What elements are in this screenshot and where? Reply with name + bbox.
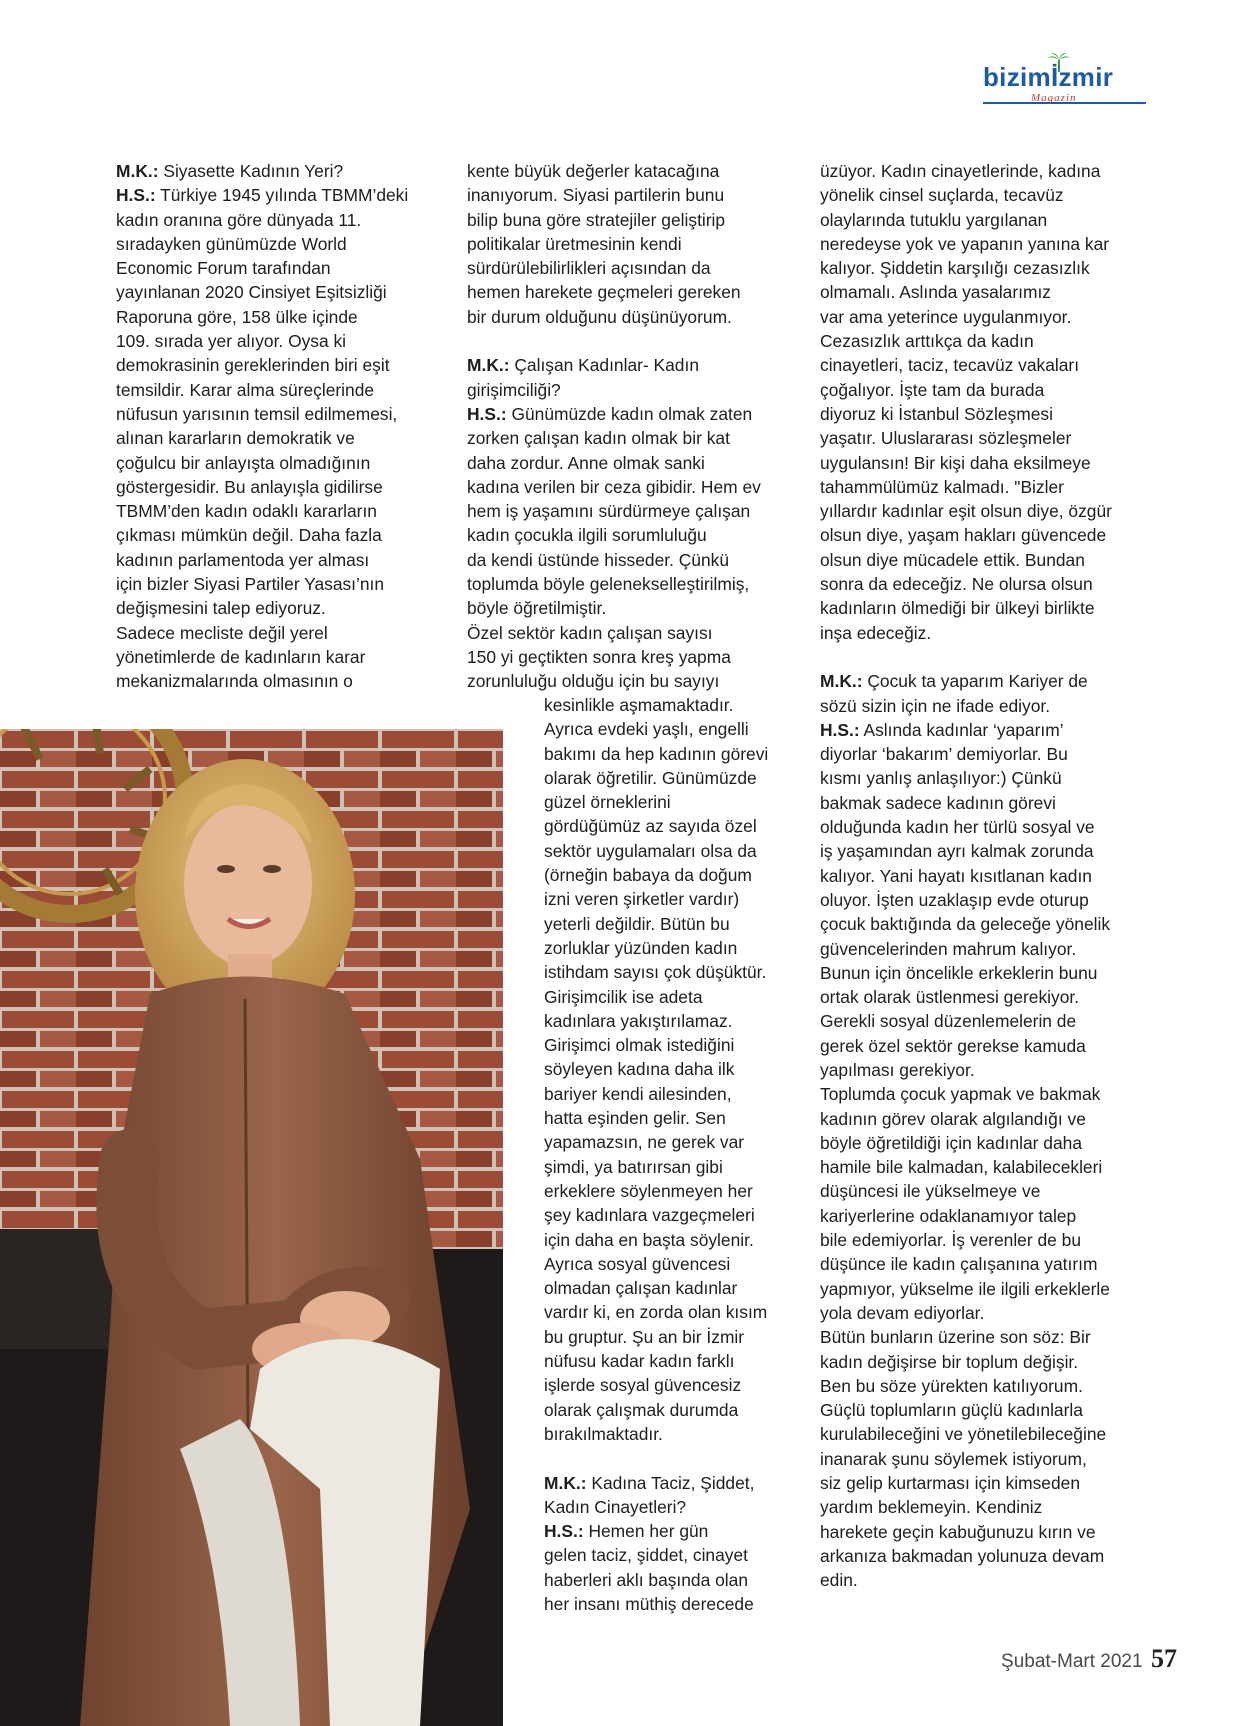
line-text: güvencelerinden mahrum kalıyor. <box>820 938 1077 959</box>
line-text: inanıyorum. Siyasi partilerin bunu <box>467 185 725 206</box>
text-line <box>544 1155 768 1179</box>
text-line <box>544 1179 768 1203</box>
text-line <box>544 1543 768 1567</box>
line-text: Girişimci olmak istediğini <box>544 1035 735 1056</box>
line-text: bir durum olduğunu düşünüyorum. <box>467 306 732 327</box>
line-text: yayınlanan 2020 Cinsiyet Eşitsizliği <box>116 282 387 303</box>
text-line <box>116 208 408 232</box>
text-line <box>820 888 1112 912</box>
line-text: değişmesini talep ediyoruz. <box>116 598 326 619</box>
text-line <box>116 232 408 256</box>
line-text: olarak öğretilir. Günümüzde <box>544 767 757 788</box>
text-line <box>544 912 768 936</box>
line-text: göstergesidir. Bu anlayışla gidilirse <box>116 476 383 497</box>
text-line <box>544 1082 768 1106</box>
text-line <box>544 1033 768 1057</box>
line-text: sözü sizin için ne ifade ediyor. <box>820 695 1051 716</box>
text-line <box>820 1374 1112 1398</box>
line-text: hatta eşinden gelir. Sen <box>544 1108 726 1129</box>
text-line <box>820 1058 1112 1082</box>
line-text: yardım beklemeyin. Kendiniz <box>820 1497 1043 1518</box>
line-text: zorken çalışan kadın olmak bir kat <box>467 428 730 449</box>
line-text: Ayrıca sosyal güvencesi <box>544 1253 731 1274</box>
line-text: çoğalıyor. İşte tam da burada <box>820 379 1045 400</box>
line-text: Çocuk ta yaparım Kariyer de <box>862 671 1088 692</box>
line-text: var ama yeterince uygulanmıyor. <box>820 306 1072 327</box>
speaker-label: M.K.: <box>116 161 159 181</box>
line-text: kadınların ölmediği bir ülkeyi birlikte <box>820 598 1095 619</box>
line-text: iş yaşamından ayrı kalmak zorunda <box>820 841 1094 862</box>
text-line <box>116 451 408 475</box>
line-text: toplumda böyle gelenekselleştirilmiş, <box>467 574 750 595</box>
line-text: inşa edeceğiz. <box>820 622 932 643</box>
text-line <box>820 1447 1112 1471</box>
text-line <box>467 183 761 207</box>
text-line <box>820 475 1112 499</box>
text-line <box>467 572 761 596</box>
text-line <box>116 305 408 329</box>
line-text: olaylarında tutuklu yargılanan <box>820 209 1048 230</box>
text-line <box>544 717 768 741</box>
text-line <box>820 1155 1112 1179</box>
text-line <box>116 621 408 645</box>
text-line <box>544 985 768 1009</box>
text-column-2 <box>467 159 761 694</box>
text-line <box>544 1009 768 1033</box>
text-line <box>544 887 768 911</box>
text-line <box>544 936 768 960</box>
line-text: olmamalı. Aslında yasalarımız <box>820 282 1051 303</box>
line-text: sıradayken günümüzde World <box>116 233 347 254</box>
line-text: yapılması gerekiyor. <box>820 1059 975 1080</box>
text-line <box>467 451 761 475</box>
line-text: cinayetleri, taciz, tecavüz vakaları <box>820 355 1080 376</box>
text-line <box>820 1009 1112 1033</box>
text-line <box>467 378 761 402</box>
text-line <box>116 353 408 377</box>
text-line <box>820 353 1112 377</box>
text-line <box>116 523 408 547</box>
line-text: kurulabileceğini ve yönetilebileceğine <box>820 1424 1107 1445</box>
portrait-illustration <box>0 729 503 1726</box>
line-text: kısmı yanlış anlaşılıyor:) Çünkü <box>820 768 1062 789</box>
text-line <box>820 621 1112 645</box>
text-line <box>544 1276 768 1300</box>
magazine-logo <box>983 56 1148 110</box>
line-text: yapmıyor, yükselme ile ilgili erkeklerle <box>820 1278 1110 1299</box>
text-line <box>116 280 408 304</box>
text-line <box>820 232 1112 256</box>
line-text: kadın değişirse bir toplum değişir. <box>820 1351 1079 1372</box>
line-text: sonra da edeceğiz. Ne olursa olsun <box>820 574 1093 595</box>
text-line <box>820 499 1112 523</box>
line-text: yönelik cinsel suçlarda, tecavüz <box>820 185 1064 206</box>
line-text: yeterli değildir. Bütün bu <box>544 913 730 934</box>
line-text: uygulansın! Bir kişi daha eksilmeye <box>820 452 1091 473</box>
text-line <box>544 742 768 766</box>
line-text: sektör uygulamaları olsa da <box>544 840 757 861</box>
speaker-label: H.S.: <box>116 185 156 206</box>
line-text: kesinlikle aşmamaktadır. <box>544 695 734 715</box>
line-text: kadına verilen bir ceza gibidir. Hem ev <box>467 476 761 497</box>
text-line <box>467 596 761 620</box>
line-text: kadının parlamentoda yer alması <box>116 549 370 570</box>
text-line <box>820 985 1112 1009</box>
line-text: kalıyor. Yani hayatı kısıtlanan kadın <box>820 865 1092 886</box>
line-text: olduğunda kadın her türlü sosyal ve <box>820 817 1095 838</box>
line-text: kalıyor. Şiddetin karşılığı cezasızlık <box>820 258 1090 279</box>
text-line <box>467 475 761 499</box>
text-line <box>544 960 768 984</box>
line-text: olarak çalışmak durumda <box>544 1399 739 1420</box>
text-line <box>544 1130 768 1154</box>
line-text: daha zordur. Anne olmak sanki <box>467 452 705 473</box>
text-line <box>467 232 761 256</box>
text-line <box>544 1422 768 1446</box>
line-text: siz gelip kurtarması için kimseden <box>820 1473 1080 1494</box>
text-line <box>544 1519 768 1543</box>
text-line <box>820 1228 1112 1252</box>
speaker-label: M.K.: <box>467 355 510 376</box>
text-line <box>544 1203 768 1227</box>
text-line <box>820 1277 1112 1301</box>
text-line <box>544 1349 768 1373</box>
text-line <box>820 718 1112 742</box>
line-text: böyle öğretilmiştir. <box>467 598 607 619</box>
line-text: düşünce ile kadın çalışanına yatırım <box>820 1254 1098 1275</box>
line-text: yönetimlerde de kadınların karar <box>116 646 366 667</box>
line-text: nüfusun yarısının temsil edilmemesi, <box>116 403 398 424</box>
text-line <box>820 426 1112 450</box>
text-line <box>116 402 408 426</box>
line-text: alınan kararların demokratik ve <box>116 428 355 449</box>
speaker-label: M.K.: <box>544 1472 587 1493</box>
page-footer <box>1001 1644 1177 1674</box>
text-line <box>820 742 1112 766</box>
line-text: harekete geçin kabuğunuzu kırın ve <box>820 1521 1096 1542</box>
line-text: Gerekli sosyal düzenlemelerin de <box>820 1011 1077 1032</box>
line-text: Kadın Cinayetleri? <box>544 1496 687 1517</box>
line-text: mekanizmalarında olmasının o <box>116 671 353 692</box>
text-line <box>467 548 761 572</box>
line-text: hem iş yaşamını sürdürmeye çalışan <box>467 501 751 522</box>
line-text: temsildir. Karar alma süreçlerinde <box>116 379 375 400</box>
line-text: hamile bile kalmadan, kalabilecekleri <box>820 1157 1103 1178</box>
line-text: ortak olarak üstlenmesi gerekiyor. <box>820 987 1080 1008</box>
line-text: çoğulcu bir anlayışta olmadığının <box>116 452 371 473</box>
line-text: Türkiye 1945 yılında TBMM’deki <box>155 185 409 206</box>
speaker-label: H.S.: <box>544 1521 584 1542</box>
line-text: şey kadınlara vazgeçmeleri <box>544 1205 755 1226</box>
line-text: nüfusu kadar kadın farklı <box>544 1351 735 1372</box>
line-text: haberleri aklı başında olan <box>544 1569 748 1590</box>
text-line <box>544 1495 768 1519</box>
text-line <box>820 1398 1112 1422</box>
line-text: bu gruptur. Şu an bir İzmir <box>544 1326 745 1347</box>
text-line <box>467 499 761 523</box>
line-text: bırakılmaktadır. <box>544 1423 663 1444</box>
text-line <box>820 208 1112 232</box>
line-text: vardır ki, en zorda olan kısım <box>544 1302 768 1323</box>
line-text: izni veren şirketler vardır) <box>544 889 740 910</box>
line-text: bile edemiyorlar. İş verenler de bu <box>820 1230 1081 1251</box>
text-line <box>820 256 1112 280</box>
line-text: için bizler Siyasi Partiler Yasası’nın <box>116 574 385 595</box>
line-text: yapamazsın, ne gerek var <box>544 1132 745 1153</box>
text-line <box>116 572 408 596</box>
line-text: bakmak sadece kadının görevi <box>820 792 1056 813</box>
line-text: gördüğümüz az sayıda özel <box>544 816 757 837</box>
text-line <box>544 790 768 814</box>
line-text: bakımı da hep kadının görevi <box>544 743 769 764</box>
text-line <box>544 1300 768 1324</box>
text-line <box>467 402 761 426</box>
text-line <box>820 1325 1112 1349</box>
line-text: bilip buna göre stratejiler geliştirip <box>467 209 726 230</box>
text-line <box>820 183 1112 207</box>
text-line <box>467 256 761 280</box>
line-text: yıllardır kadınlar eşit olsun diye, özgür <box>820 501 1112 522</box>
text-line <box>820 1107 1112 1131</box>
line-text: Girişimcilik ise adeta <box>544 986 703 1007</box>
line-text: zorluklar yüzünden kadın <box>544 937 738 958</box>
speaker-label: M.K.: <box>820 671 863 692</box>
line-text: Siyasette Kadının Yeri? <box>158 161 344 181</box>
line-text: hemen harekete geçmeleri gereken <box>467 282 741 303</box>
line-text: böyle öğretildiği için kadınlar daha <box>820 1132 1082 1153</box>
text-line <box>116 329 408 353</box>
text-line <box>820 1301 1112 1325</box>
line-text: olsun diye, yaşam hakları güvencede <box>820 525 1107 546</box>
text-line <box>820 159 1112 183</box>
text-line <box>467 208 761 232</box>
text-line <box>820 1179 1112 1203</box>
text-line <box>467 523 761 547</box>
line-text: her insanı müthiş derecede <box>544 1593 754 1614</box>
line-text: Çalışan Kadınlar- Kadın <box>509 355 699 376</box>
text-line <box>467 645 761 669</box>
text-line <box>820 961 1112 985</box>
line-text: istihdam sayısı çok düşüktür. <box>544 962 767 983</box>
line-text: şimdi, ya batırırsan gibi <box>544 1156 723 1177</box>
text-line <box>820 378 1112 402</box>
speaker-label: H.S.: <box>467 403 507 424</box>
line-text: çıkması mümkün değil. Daha fazla <box>116 525 382 546</box>
text-line <box>544 1592 768 1616</box>
line-text: TBMM’den kadın odaklı kararların <box>116 501 377 522</box>
page-number: 57 <box>1151 1644 1177 1673</box>
text-line <box>544 1228 768 1252</box>
text-line <box>820 937 1112 961</box>
line-text: edin. <box>820 1570 858 1591</box>
line-text: Kadına Taciz, Şiddet, <box>586 1472 755 1493</box>
text-line <box>544 1057 768 1081</box>
text-line <box>467 426 761 450</box>
line-text: kadın oranına göre dünyada 11. <box>116 209 362 230</box>
text-line <box>544 814 768 838</box>
text-line <box>544 863 768 887</box>
line-text: oluyor. İşten uzaklaşıp evde oturup <box>820 889 1089 910</box>
line-text: kadının görev olarak algılandığı ve <box>820 1108 1086 1129</box>
text-line <box>116 256 408 280</box>
text-line <box>116 183 408 207</box>
line-text: zorunluluğu olduğu için bu sayıyı <box>467 671 720 692</box>
line-text: Toplumda çocuk yapmak ve bakmak <box>820 1084 1101 1105</box>
line-text: demokrasinin gereklerinden biri eşit <box>116 355 390 376</box>
text-line <box>544 1471 768 1495</box>
text-line <box>544 1325 768 1349</box>
line-text: Günümüzde kadın olmak zaten <box>506 403 753 424</box>
line-text: söyleyen kadına daha ilk <box>544 1059 735 1080</box>
text-line <box>820 402 1112 426</box>
text-line <box>820 1471 1112 1495</box>
text-line <box>544 1252 768 1276</box>
text-line <box>467 669 761 693</box>
text-line <box>820 1252 1112 1276</box>
text-line <box>820 523 1112 547</box>
line-text: inanarak şunu söylemek istiyorum, <box>820 1448 1087 1469</box>
line-text: düşüncesi ile yükselmeye ve <box>820 1181 1041 1202</box>
line-text: üzüyor. Kadın cinayetlerinde, kadına <box>820 161 1101 181</box>
line-text: Bunun için öncelikle erkeklerin bunu <box>820 962 1098 983</box>
text-line <box>820 548 1112 572</box>
text-line <box>544 1568 768 1592</box>
text-line <box>116 499 408 523</box>
text-line <box>820 1520 1112 1544</box>
line-text: Bütün bunların üzerine son söz: Bir <box>820 1327 1091 1348</box>
text-line <box>820 669 1112 693</box>
text-line <box>820 1422 1112 1446</box>
text-line <box>116 426 408 450</box>
text-column-2-continued <box>544 693 768 1616</box>
line-text: Economic Forum tarafından <box>116 258 331 279</box>
paragraph-gap <box>544 1446 768 1470</box>
text-line <box>820 791 1112 815</box>
line-text: sürdürülebilirlikleri açısından da <box>467 258 711 279</box>
text-line <box>467 621 761 645</box>
line-text: Sadece mecliste değil yerel <box>116 622 328 643</box>
line-text: gerek özel sektör gerekse kamuda <box>820 1035 1086 1056</box>
line-text: kadınlara yakıştırılamaz. <box>544 1010 733 1031</box>
text-line <box>820 572 1112 596</box>
text-line <box>820 815 1112 839</box>
line-text: arkanıza bakmadan yolunuza devam <box>820 1545 1105 1566</box>
logo-wordmark: bizimİzmir <box>983 62 1114 92</box>
line-text: 150 yi geçtikten sonra kreş yapma <box>467 646 731 667</box>
text-line <box>544 839 768 863</box>
issue-date: Şubat-Mart 2021 <box>1001 1651 1143 1672</box>
text-line <box>820 305 1112 329</box>
text-line <box>820 1350 1112 1374</box>
text-line <box>467 280 761 304</box>
line-text: işlerde sosyal güvencesiz <box>544 1375 742 1396</box>
text-line <box>820 1568 1112 1592</box>
text-line <box>467 353 761 377</box>
text-line <box>544 1106 768 1130</box>
line-text: Raporuna göre, 158 ülke içinde <box>116 306 358 327</box>
text-line <box>544 1398 768 1422</box>
text-line <box>820 1131 1112 1155</box>
text-line <box>544 1373 768 1397</box>
line-text: Cezasızlık arttıkça da kadın <box>820 331 1034 352</box>
line-text: neredeyse yok ve yapanın yanına kar <box>820 233 1110 254</box>
line-text: (örneğin babaya da doğum <box>544 865 752 886</box>
line-text: için daha en başta söylenir. <box>544 1229 754 1250</box>
text-line <box>116 378 408 402</box>
line-text: olsun diye mücadele ettik. Bundan <box>820 549 1085 570</box>
line-text: kadın çocukla ilgili sorumluluğu <box>467 525 707 546</box>
line-text: gelen taciz, şiddet, cinayet <box>544 1545 748 1566</box>
text-line <box>544 693 768 717</box>
line-text: yola devam ediyorlar. <box>820 1302 985 1323</box>
line-text: tahammülümüz kalmadı. "Bizler <box>820 476 1064 497</box>
paragraph-gap <box>820 645 1112 669</box>
text-column-1 <box>116 159 408 694</box>
line-text: kente büyük değerler katacağına <box>467 161 720 181</box>
text-line <box>820 1495 1112 1519</box>
line-text: kariyerlerine odaklanamıyor talep <box>820 1205 1077 1226</box>
text-line <box>820 451 1112 475</box>
text-line <box>820 1082 1112 1106</box>
text-line <box>820 912 1112 936</box>
line-text: bariyer kendi ailesinden, <box>544 1083 732 1104</box>
text-line <box>467 305 761 329</box>
line-text: Özel sektör kadın çalışan sayısı <box>467 622 713 643</box>
line-text: çocuk baktığında da geleceğe yönelik <box>820 914 1111 935</box>
line-text: güzel örneklerini <box>544 792 671 813</box>
text-line <box>820 864 1112 888</box>
text-line <box>116 548 408 572</box>
speaker-label: H.S.: <box>820 719 860 740</box>
line-text: yaşatır. Uluslararası sözleşmeler <box>820 428 1072 449</box>
text-line <box>820 596 1112 620</box>
line-text: da kendi üstünde hisseder. Çünkü <box>467 549 730 570</box>
text-column-3 <box>820 159 1112 1593</box>
line-text: erkeklere söylenmeyen her <box>544 1180 753 1201</box>
text-line <box>116 159 408 183</box>
text-line <box>116 645 408 669</box>
text-line <box>820 839 1112 863</box>
text-line <box>820 1034 1112 1058</box>
logo-subtitle: Magazin <box>1031 92 1077 104</box>
text-line <box>544 766 768 790</box>
line-text: Ayrıca evdeki yaşlı, engelli <box>544 719 749 740</box>
text-line <box>116 596 408 620</box>
line-text: diyoruz ki İstanbul Sözleşmesi <box>820 403 1053 424</box>
line-text: Güçlü toplumların güçlü kadınlarla <box>820 1400 1083 1421</box>
line-text: 109. sırada yer alıyor. Oysa ki <box>116 331 347 352</box>
text-line <box>820 694 1112 718</box>
text-line <box>820 1544 1112 1568</box>
line-text: girişimciliği? <box>467 379 561 400</box>
text-line <box>116 669 408 693</box>
text-line <box>820 280 1112 304</box>
portrait-photo <box>0 729 503 1726</box>
line-text: Hemen her gün <box>583 1521 709 1542</box>
line-text: Aslında kadınlar ‘yaparım’ <box>859 719 1064 740</box>
text-line <box>467 159 761 183</box>
text-line <box>820 766 1112 790</box>
text-line <box>820 1204 1112 1228</box>
text-line <box>116 475 408 499</box>
line-text: politikalar üretmesinin kendi <box>467 233 682 254</box>
text-line <box>820 329 1112 353</box>
line-text: diyorlar ‘bakarım’ demiyorlar. Bu <box>820 744 1068 765</box>
paragraph-gap <box>467 329 761 353</box>
line-text: Ben bu söze yürekten katılıyorum. <box>820 1375 1083 1396</box>
line-text: olmadan çalışan kadınlar <box>544 1278 738 1299</box>
